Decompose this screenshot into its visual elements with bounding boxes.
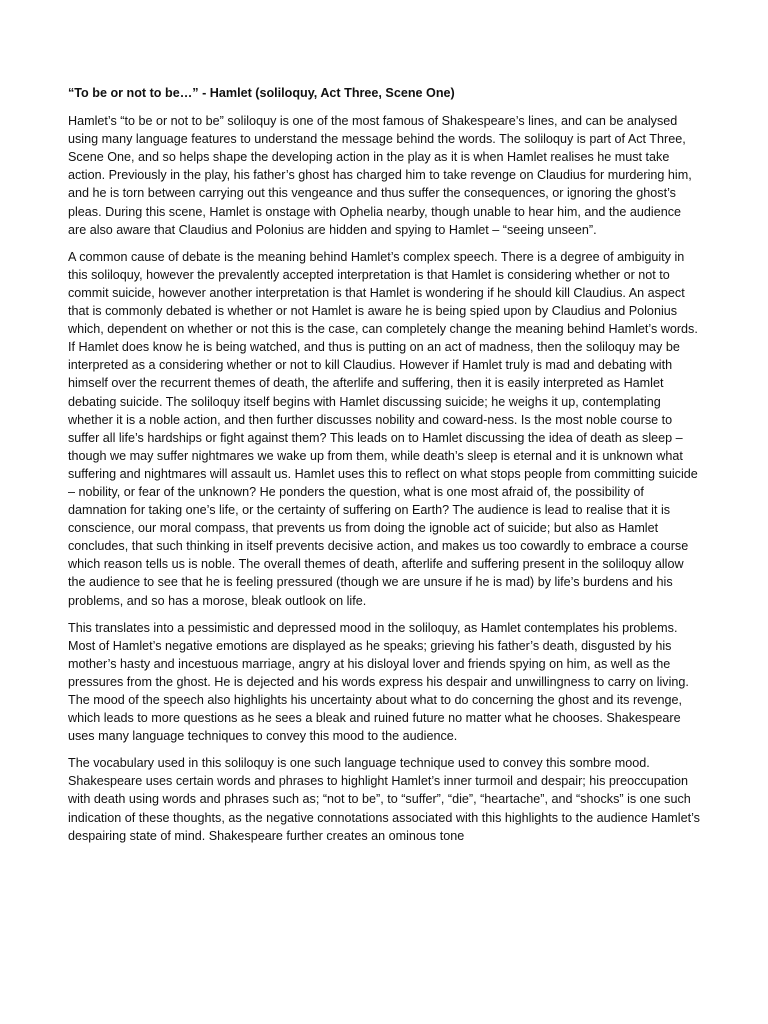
- document-title: “To be or not to be…” - Hamlet (soliloquy, Act Three, Scene One): [68, 86, 455, 100]
- paragraph-interpretation: A common cause of debate is the meaning behind Hamlet’s complex speech. There is a degree of ambiguity in this soliloquy, however the prevalently accepted interpretation is that Hamlet is considering whether or not to commit suicide, however another interpretation is that Hamlet is wondering if he should kill Claudius. An aspect that is commonly debated is whether or not Hamlet is aware he is being spied upon by Claudius and Polonius which, dependent on whether or not this is the case, can completely change the meaning behind Hamlet’s words. If Hamlet does know he is being watched, and thus is putting on an act of madness, then the soliloquy may be interpreted as a considering whether or not to kill Claudius. However if Hamlet truly is mad and debating with himself over the recurrent themes of death, the afterlife and suffering, then it is easily interpreted as Hamlet debating suicide. The soliloquy itself begins with Hamlet discussing suicide; he weighs it up, contemplating whether it is a noble action, and then further discusses nobility and coward-ness. Is the most noble course to suffer all life’s hardships or fight against them? This leads on to Hamlet discussing the idea of death as sleep – though we may suffer nightmares we wake up from them, while death’s sleep is eternal and it is unknown what suffering and nightmares will assault us. Hamlet uses this to reflect on what stops people from committing suicide – nobility, or fear of the unknown? He ponders the question, what is one most afraid of, the possibility of damnation for taking one’s life, or the certainty of suffering on Earth? The audience is lead to realise that it is conscience, our moral compass, that prevents us from doing the ignoble act of suicide; but also as Hamlet concludes, that such thinking in itself prevents decisive action, and makes us too cowardly to embrace a course which reason tells us is noble. The overall themes of death, afterlife and suffering present in the soliloquy allow the audience to see that he is feeling pressured (though we are unsure if he is mad) by life’s burdens and his problems, and so has a morose, bleak outlook on life.: [68, 249, 698, 608]
- paragraph-mood: This translates into a pessimistic and depressed mood in the soliloquy, as Hamlet contemplates his problems. Most of Hamlet’s negative emotions are displayed as he speaks; grieving his father’s death, disgusted by his mother’s hasty and incestuous marriage, angry at his disloyal lover and friends spying on him, as well as the pressures from the ghost. He is dejected and his words express his despair and unwillingness to carry on living. The mood of the speech also highlights his uncertainty about what to do concerning the ghost and its revenge, which leads to more questions as he sees a bleak and ruined future no matter what he chooses. Shakespeare uses many language techniques to convey this mood to the audience.: [68, 620, 689, 744]
- paragraph-vocabulary: The vocabulary used in this soliloquy is one such language technique used to convey this sombre mood. Shakespeare uses certain words and phrases to highlight Hamlet’s inner turmoil and despair; his preoccupation with death using words and phrases such as; “not to be”, to “suffer”, “die”, “heartache”, and “shocks” is one such indication of these thoughts, as the negative connotations associated with this highlights to the audience Hamlet’s despairing state of mind. Shakespeare further creates an ominous tone: [68, 756, 700, 843]
- document-page: [68, 84, 702, 1024]
- paragraph-intro: Hamlet’s “to be or not to be” soliloquy is one of the most famous of Shakespeare’s lines, and can be analysed using many language features to understand the message behind the words. The soliloquy is part of Act Three, Scene One, and so helps shape the developing action in the play as it is when Hamlet realises he must take action. Previously in the play, his father’s ghost has charged him to take revenge on Claudius for murdering him, and he is torn between carrying out this vengeance and thus suffer the consequences, or ignoring the ghost’s pleas. During this scene, Hamlet is onstage with Ophelia nearby, though unable to hear him, and the audience are also aware that Claudius and Polonius are hidden and spying to Hamlet – “seeing unseen”.: [68, 114, 692, 237]
